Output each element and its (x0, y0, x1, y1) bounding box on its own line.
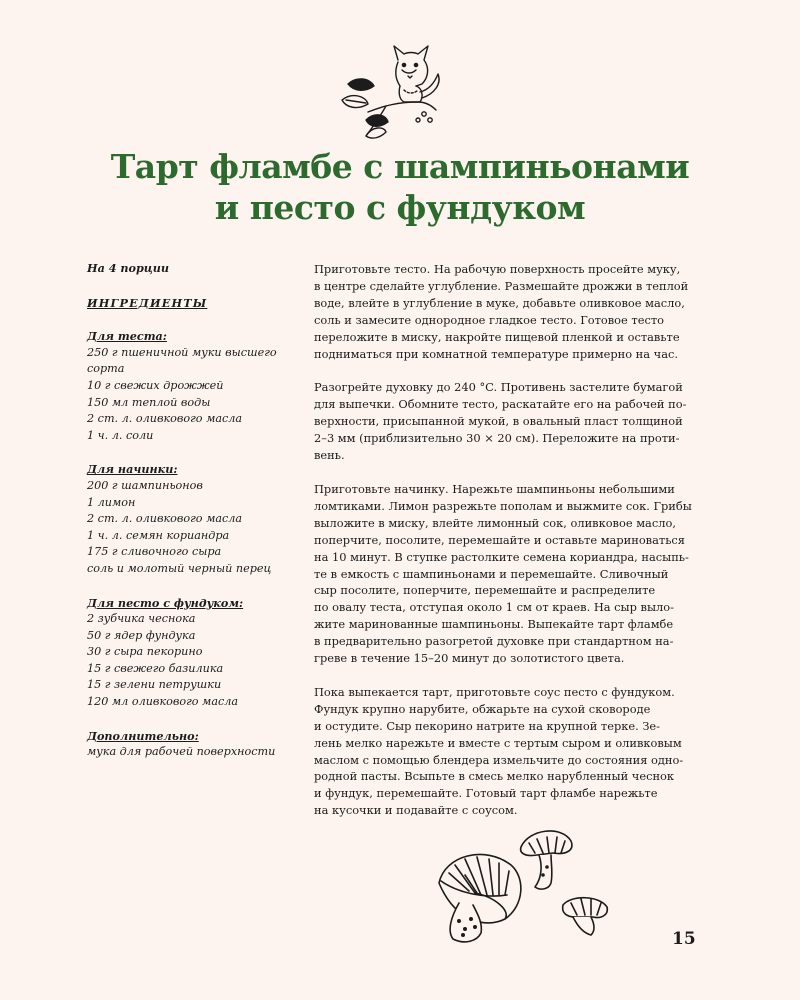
step-line: для выпечки. Обомните тесто, раскатайте его на рабочей по- (314, 397, 687, 412)
ingredient-group-title: Дополнительно: (87, 728, 199, 743)
step-line: Пока выпекается тарт, приготовьте соус песто с фундуком. (314, 684, 675, 699)
ingredient-item: 250 г пшеничной муки высшего (87, 345, 277, 359)
step-line: вень. (314, 448, 345, 463)
ingredient-group-title: Для начинки: (87, 462, 178, 477)
recipe-title-line-1: Тарт фламбе с шампиньонами (110, 147, 690, 186)
instruction-step-1 (314, 261, 699, 362)
ingredient-item: 175 г сливочного сыра (87, 545, 222, 559)
ingredient-group-dough (87, 328, 292, 444)
step-line: и фундук, перемешайте. Готовый тарт фламбе нарежьте (314, 786, 658, 801)
ingredient-group-title: Для теста: (87, 329, 167, 344)
ingredient-group-title: Для песто с фундуком: (87, 595, 244, 610)
ingredient-item: 10 г свежих дрожжей (87, 378, 224, 392)
step-line: выложите в миску, влейте лимонный сок, оливковое масло, (314, 515, 676, 530)
ingredient-item: 2 зубчика чеснока (87, 612, 196, 626)
step-line: и остудите. Сыр пекорино натрите на крупной терке. Зе- (314, 718, 661, 733)
ingredient-item: 15 г свежего базилика (87, 661, 224, 675)
instruction-step-2 (314, 379, 699, 464)
step-line: Приготовьте тесто. На рабочую поверхность просейте муку, (314, 262, 681, 276)
fox-on-branch-icon (338, 40, 448, 140)
step-line: родной пасты. Всыпьте в смесь мелко нарубленный чеснок (314, 769, 675, 784)
step-line: жите маринованные шампиньоны. Выпекайте тарт фламбе (314, 617, 674, 632)
step-line: сыр посолите, поперчите, перемешайте и распределите (314, 583, 656, 598)
step-line: 2–3 мм (приблизительно 30 × 20 см). Переложите на проти- (314, 431, 680, 446)
step-line: Разогрейте духовку до 240 °C. Противень застелите бумагой (314, 380, 683, 395)
step-line: верхности, присыпанной мукой, в овальный пласт толщиной (314, 414, 683, 429)
step-line: ломтиками. Лимон разрежьте пополам и выжмите сок. Грибы (314, 498, 692, 513)
ingredient-item: мука для рабочей поверхности (87, 745, 276, 759)
ingredient-item: 2 ст. л. оливкового масла (87, 512, 243, 526)
ingredients-column (87, 260, 292, 778)
step-line: поперчите, посолите, перемешайте и оставьте мариноваться (314, 532, 685, 547)
servings-label: На 4 порции (87, 261, 170, 275)
ingredient-item: 1 лимон (87, 495, 136, 509)
ingredient-item: 50 г ядер фундука (87, 628, 196, 642)
step-line: Фундук крупно нарубите, обжарьте на сухой сковороде (314, 701, 651, 716)
instructions-column (314, 261, 699, 836)
ingredient-group-additional (87, 728, 292, 761)
ingredient-item: 150 мл теплой воды (87, 395, 211, 409)
step-line: греве в течение 15–20 минут до золотистого цвета. (314, 651, 625, 666)
ingredient-group-pesto (87, 595, 292, 711)
instruction-step-4 (314, 684, 699, 819)
instruction-step-3 (314, 481, 699, 667)
ingredient-item: 200 г шампиньонов (87, 478, 203, 492)
ingredients-heading: ИНГРЕДИЕНТЫ (87, 295, 208, 310)
ingredient-item: 15 г зелени петрушки (87, 678, 222, 692)
ingredient-item: 30 г сыра пекорино (87, 645, 203, 659)
step-line: маслом с помощью блендера измельчите до состояния одно- (314, 752, 684, 767)
step-line: воде, влейте в углубление в муке, добавьте оливковое масло, (314, 295, 685, 310)
ingredient-item: 120 мл оливкового масла (87, 695, 239, 709)
step-line: на кусочки и подавайте с соусом. (314, 803, 518, 818)
step-line: переложите в миску, накройте пищевой пленкой и оставьте (314, 329, 680, 344)
step-line: соль и замесите однородное гладкое тесто. Готовое тесто (314, 312, 664, 327)
ingredient-item: 1 ч. л. семян кориандра (87, 528, 230, 542)
ingredient-item: 1 ч. л. соли (87, 428, 154, 442)
ingredient-item: 2 ст. л. оливкового масла (87, 412, 243, 426)
ingredient-item: соль и молотый черный перец (87, 561, 272, 575)
step-line: те в емкость с шампиньонами и перемешайте. Сливочный (314, 566, 669, 581)
ingredient-item: сорта (87, 362, 125, 376)
mushrooms-illustration-icon (425, 825, 625, 950)
page-number: 15 (672, 929, 696, 949)
step-line: подниматься при комнатной температуре примерно на час. (314, 346, 679, 361)
step-line: в предварительно разогретой духовке при стандартном на- (314, 634, 674, 649)
step-line: лень мелко нарежьте и вместе с тертым сыром и оливковым (314, 735, 682, 750)
step-line: Приготовьте начинку. Нарежьте шампиньоны небольшими (314, 481, 675, 496)
step-line: на 10 минут. В ступке растолките семена кориандра, насыпь- (314, 549, 689, 564)
step-line: в центре сделайте углубление. Размешайте дрожжи в теплой (314, 278, 689, 293)
recipe-title (0, 146, 800, 228)
recipe-title-line-2: и песто с фундуком (214, 188, 586, 227)
ingredient-group-filling (87, 461, 292, 577)
step-line: по овалу теста, отступая около 1 см от краев. На сыр выло- (314, 600, 674, 615)
